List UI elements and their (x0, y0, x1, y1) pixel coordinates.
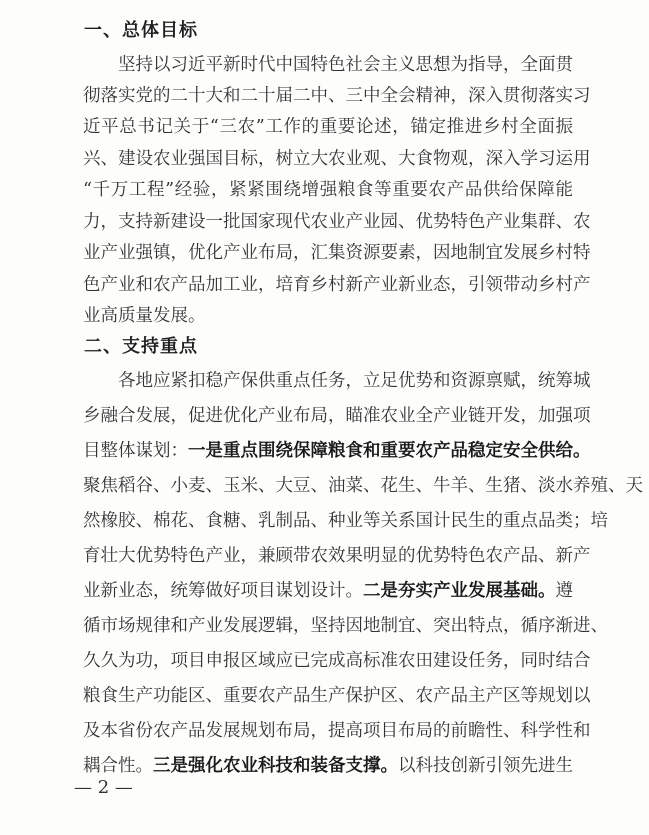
emphasis-text: 一是重点围绕保障粮食和重要农产品稳定安全供给。 (188, 441, 591, 461)
paragraph-line: 粮食生产功能区、重要农产品生产保护区、农产品主产区等规划以 (83, 686, 591, 706)
text-run: 目整体谋划： (83, 441, 188, 461)
paragraph-line: 近平总书记关于“三农”工作的重要论述，锚定推进乡村全面振 (83, 117, 573, 137)
paragraph-line: 久久为功，项目申报区域应已完成高标准农田建设任务，同时结合 (83, 651, 591, 671)
paragraph-line: 坚持以习近平新时代中国特色社会主义思想为指导，全面贯 (118, 55, 573, 75)
paragraph-line: 循市场规律和产业发展逻辑，坚持因地制宜、突出特点，循序渐进、 (83, 616, 608, 636)
paragraph-line (83, 439, 591, 463)
paragraph-line: 及本省份农产品发展规划布局，提高项目布局的前瞻性、科学性和 (83, 721, 591, 741)
page-number: — 2 — (74, 777, 133, 798)
paragraph-line: 然橡胶、棉花、食糖、乳制品、种业等关系国计民生的重点品类；培 (83, 511, 608, 531)
paragraph-line: 各地应紧扣稳产保供重点任务，立足优势和资源禀赋，统筹城 (118, 371, 591, 391)
text-run: 以科技创新引领先进生 (398, 756, 573, 776)
text-run: 遵 (555, 581, 573, 601)
emphasis-text: 二是夯实产业发展基础。 (363, 581, 556, 601)
section-heading-goals: 一、总体目标 (84, 20, 198, 41)
paragraph-line: 乡融合发展，促进优化产业布局，瞄准农业全产业链开发，加强项 (83, 406, 591, 426)
paragraph-line: “千万工程”经验，紧紧围绕增强粮食等重要农产品供给保障能 (83, 180, 573, 200)
paragraph-line: 育壮大优势特色产业，兼顾带农效果明显的优势特色农产品、新产 (83, 546, 591, 566)
text-run: 耦合性。 (83, 756, 153, 776)
paragraph-line: 彻落实党的二十大和二十届二中、三中全会精神，深入贯彻落实习 (83, 86, 591, 106)
paragraph-line (83, 579, 573, 603)
text-run: 业新业态，统筹做好项目谋划设计。 (83, 581, 363, 601)
paragraph-line: 力，支持新建设一批国家现代农业产业园、优势特色产业集群、农 (83, 212, 591, 232)
paragraph-line: 聚焦稻谷、小麦、玉米、大豆、油菜、花生、牛羊、生猪、淡水养殖、天 (83, 476, 643, 496)
paragraph-line: 兴、建设农业强国目标，树立大农业观、大食物观，深入学习运用 (83, 149, 591, 169)
paragraph-line (83, 754, 573, 778)
emphasis-text: 三是强化农业科技和装备支撑。 (153, 756, 398, 776)
paragraph-line: 色产业和农产品加工业，培育乡村新产业新业态，引领带动乡村产 (83, 275, 591, 295)
paragraph-line: 业产业强镇，优化产业布局，汇集资源要素，因地制宜发展乡村特 (83, 243, 591, 263)
section-heading-priorities: 二、支持重点 (84, 336, 198, 357)
paragraph-line: 业高质量发展。 (83, 306, 206, 326)
